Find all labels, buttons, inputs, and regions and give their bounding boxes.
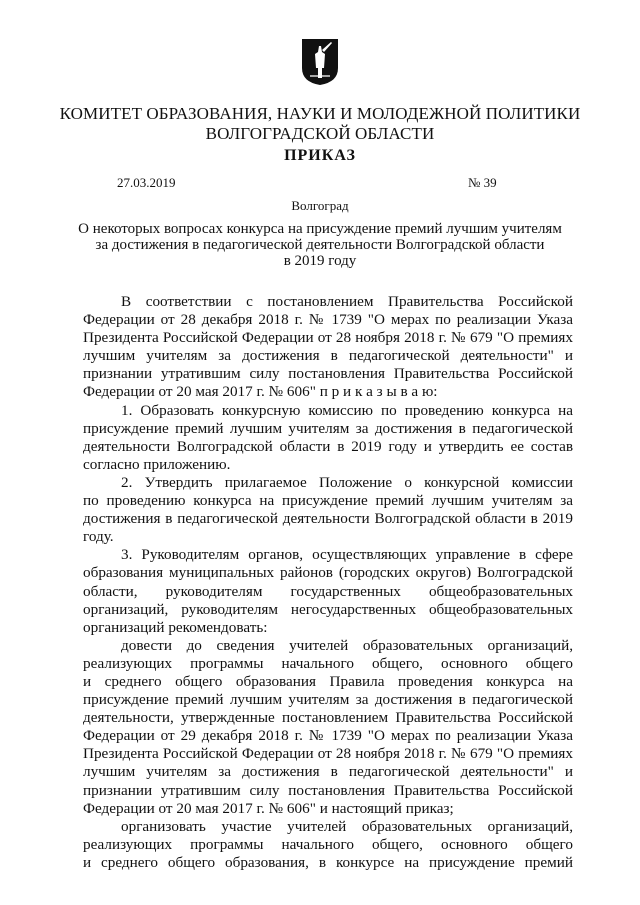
body-line: и среднего общего образования, в конкурсе на присуждение премий: [83, 853, 573, 871]
body-line: присуждение премий лучшим учителям за достижения в педагогической: [83, 691, 573, 709]
body-line: лучшим учителям за достижения в педагогической деятельности" и: [83, 763, 573, 781]
document-number: № 39: [468, 175, 497, 190]
body-line: организаций рекомендовать:: [83, 618, 268, 636]
body-line: 2. Утвердить прилагаемое Положение о конкурсной комиссии: [121, 473, 573, 491]
document-date: 27.03.2019: [117, 175, 176, 190]
body-line: организаций, руководителям негосударственных общеобразовательных: [83, 600, 573, 618]
organization-line-1: КОМИТЕТ ОБРАЗОВАНИЯ, НАУКИ И МОЛОДЕЖНОЙ ПОЛИТИКИ: [59, 104, 581, 123]
subject-line-1: О некоторых вопросах конкурса на присуждение премий лучшим учителям: [78, 221, 562, 237]
body-line: лучшим учителям за достижения в педагогической деятельности" и: [83, 347, 573, 365]
organization-line-2: ВОЛГОГРАДСКОЙ ОБЛАСТИ: [205, 124, 435, 143]
body-line: по проведению конкурса на присуждение премий лучшим учителям за: [83, 492, 573, 510]
body-line: реализующих программы начального общего, основного общего: [83, 654, 573, 672]
document-body: [83, 293, 573, 872]
body-line: Федерации от 29 декабря 2018 г. № 1739 "О мерах по реализации Указа: [83, 727, 573, 745]
document-subject: [70, 221, 570, 269]
body-line: году.: [83, 528, 114, 546]
body-line: признании утратившим силу постановления Правительства Российской: [83, 781, 573, 799]
body-line: Президента Российской Федерации от 28 ноября 2018 г. № 679 "О премиях: [83, 329, 573, 347]
body-line: организовать участие учителей образовательных организаций,: [121, 817, 573, 835]
body-line: деятельности Волгоградской области в 2019 году и утвердить ее состав: [83, 437, 573, 455]
body-line: Федерации от 20 мая 2017 г. № 606" п р и к а з ы в а ю:: [83, 383, 438, 401]
subject-line-2: за достижения в педагогической деятельности Волгоградской области: [95, 237, 545, 253]
coat-of-arms-emblem: [301, 38, 339, 86]
body-line: деятельности, утвержденные постановлением Правительства Российской: [83, 709, 573, 727]
body-line: признании утратившим силу постановления Правительства Российской: [83, 365, 573, 383]
body-line: согласно приложению.: [83, 455, 231, 473]
body-line: В соответствии с постановлением Правительства Российской: [121, 293, 573, 310]
organization-name: [0, 104, 640, 144]
body-line: присуждение премий лучшим учителям за достижения в педагогической: [83, 419, 573, 437]
body-line: довести до сведения учителей образовательных организаций,: [121, 636, 573, 654]
body-line: Федерации от 20 мая 2017 г. № 606" и настоящий приказ;: [83, 799, 454, 817]
document-city: Волгоград: [291, 198, 349, 213]
document-type: ПРИКАЗ: [284, 147, 356, 164]
body-line: 1. Образовать конкурсную комиссию по проведению конкурса на: [121, 401, 573, 419]
body-line: реализующих программы начального общего, основного общего: [83, 835, 573, 853]
body-line: образования муниципальных районов (городских округов) Волгоградской: [83, 564, 573, 582]
body-line: достижения в педагогической деятельности Волгоградской области в 2019: [83, 510, 573, 528]
body-line: и среднего общего образования Правила проведения конкурса на: [83, 672, 573, 690]
body-line: Президента Российской Федерации от 28 ноября 2018 г. № 679 "О премиях: [83, 745, 573, 763]
subject-line-3: в 2019 году: [283, 253, 357, 269]
body-line: Федерации от 28 декабря 2018 г. № 1739 "О мерах по реализации Указа: [83, 311, 573, 329]
body-line: области, руководителям государственных общеобразовательных: [83, 582, 573, 600]
body-line: 3. Руководителям органов, осуществляющих управление в сфере: [121, 546, 573, 564]
